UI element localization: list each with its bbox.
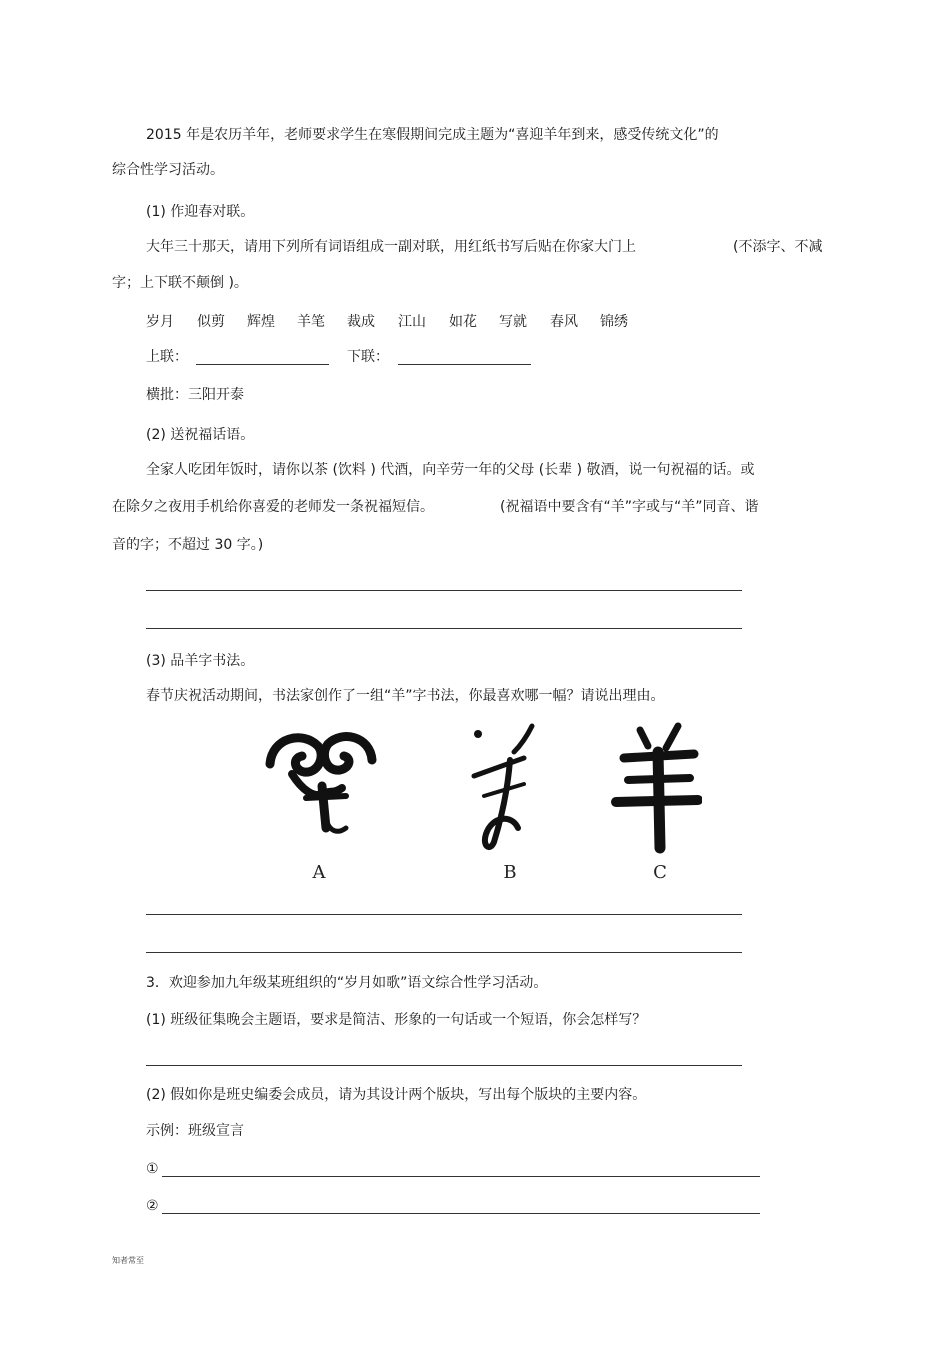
q1-instruction-b: (不添字、不减 [733, 239, 823, 255]
q1-instruction-a: 大年三十那天，请用下列所有词语组成一副对联，用红纸书写后贴在你家大门上 [146, 239, 636, 255]
couplet-horizontal: 横批：三阳开泰 [146, 387, 244, 403]
section-3-q1: (1) 班级征集晚会主题语，要求是简洁、形象的一句话或一个短语，你会怎样写？ [146, 1012, 647, 1028]
q2-instruction-1: 全家人吃团年饭时，请你以茶 (饮料 ) 代酒，向辛劳一年的父母 (长辈 ) 敬酒，说一句祝福的话。或 [146, 462, 755, 478]
calligraphy-label-a: A [312, 862, 326, 883]
couplet-upper-blank[interactable] [196, 364, 329, 365]
section-3-q2: (2) 假如你是班史编委会成员，请为其设计两个版块，写出每个版块的主要内容。 [146, 1087, 647, 1103]
word-item: 如花 [449, 314, 477, 330]
q1-title: (1) 作迎春对联。 [146, 204, 255, 220]
calligraphy-a-image [270, 737, 372, 832]
word-item: 写就 [499, 314, 527, 330]
q2-instruction-2a: 在除夕之夜用手机给你喜爱的老师发一条祝福短信。 [112, 499, 434, 515]
calligraphy-c-image [616, 726, 698, 848]
word-item: 裁成 [347, 314, 375, 330]
example-label: 示例：班级宣言 [146, 1123, 244, 1139]
intro-line-2: 综合性学习活动。 [112, 162, 224, 178]
q2-answer-line-2[interactable] [146, 628, 742, 629]
section-3-title: 3．欢迎参加九年级某班组织的“岁月如歌”语文综合性学习活动。 [146, 975, 548, 991]
couplet-lower-blank[interactable] [398, 364, 531, 365]
intro-line-1: 2015 年是农历羊年，老师要求学生在寒假期间完成主题为“喜迎羊年到来，感受传统文化”的 [146, 127, 719, 143]
word-item: 锦绣 [600, 314, 628, 330]
q2-title: (2) 送祝福话语。 [146, 427, 255, 443]
word-item: 江山 [398, 314, 426, 330]
circle-number-1: ① [146, 1161, 159, 1177]
couplet-lower-label: 下联： [347, 349, 389, 365]
section-3-q1-answer-line[interactable] [146, 1065, 742, 1066]
calligraphy-label-c: C [653, 862, 667, 883]
q3-answer-line-2[interactable] [146, 952, 742, 953]
circle-number-2: ② [146, 1198, 159, 1214]
q1-instruction-line-2: 字；上下联不颠倒 )。 [112, 275, 248, 291]
q3-instruction: 春节庆祝活动期间，书法家创作了一组“羊”字书法，你最喜欢哪一幅？请说出理由。 [146, 688, 665, 704]
section-3-q2-answer-line-2[interactable] [162, 1213, 760, 1214]
q2-instruction-3: 音的字；不超过 30 字。) [112, 537, 264, 553]
q2-answer-line-1[interactable] [146, 590, 742, 591]
q3-answer-line-1[interactable] [146, 914, 742, 915]
calligraphy-label-b: B [503, 862, 517, 883]
word-item: 似剪 [197, 314, 225, 330]
couplet-upper-label: 上联： [146, 349, 188, 365]
q3-title: (3) 品羊字书法。 [146, 653, 255, 669]
calligraphy-b-image [474, 726, 532, 847]
calligraphy-figure [262, 716, 702, 884]
word-item: 春风 [550, 314, 578, 330]
q2-instruction-2b: (祝福语中要含有“羊”字或与“羊”同音、谐 [500, 499, 759, 515]
word-item: 辉煌 [247, 314, 275, 330]
section-3-q2-answer-line-1[interactable] [162, 1176, 760, 1177]
page-footer: 知者常至 [112, 1256, 144, 1265]
word-item: 羊笔 [297, 314, 325, 330]
word-item: 岁月 [146, 314, 174, 330]
